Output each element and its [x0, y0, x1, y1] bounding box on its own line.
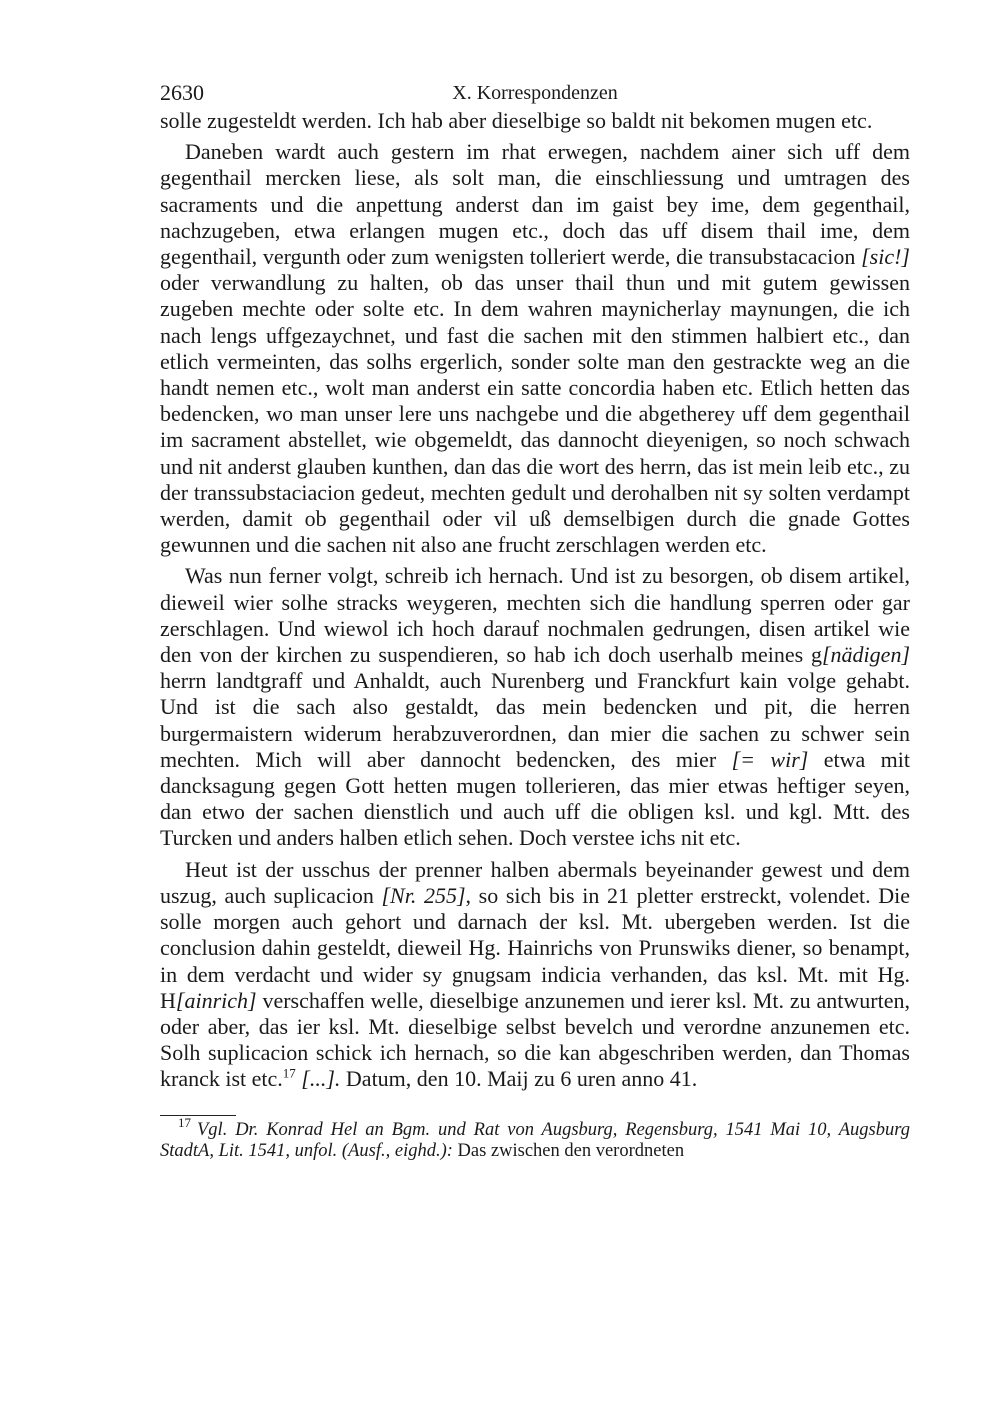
body-text [160, 108, 910, 1093]
editorial-note: [...]. [301, 1066, 341, 1092]
footnote-separator [160, 1115, 236, 1116]
text-run: Das zwischen den verordneten [452, 1140, 685, 1161]
text-run: herrn landtgraff und Anhaldt, auch Nurenberg und Franckfurt kain volge gehabt. Und ist die sach also gestaldt, das mein bedencken und pit, die herren burgermaistern widerum herabzuverordnen, dan mier die sachen zu schwer sein mechten. Mich will aber dannocht bedencken, des mier [160, 668, 910, 772]
text-run: oder verwandlung zu halten, ob das unser thail thun und mit gutem gewissen zugeben mechte oder solte etc. In dem wahren maynicherlay maynungen, die ich nach lengs uffgezaychnet, und fast die sachen mit den stimmen halbiert etc., dan etlich vermeinten, das solhs ergerlich, sonder solte man den gestrackte weg an die handt nemen etc., wolt man anderst ein satte concordia haben etc. Etlich hetten das bedencken, wo man unser lere uns nachgebe und die abgetherey uff dem gegenthail im sacrament abstellet, wie obgemeldt, das dannocht dieyenigen, so noch schwach und nit anderst glauben kunthen, dan das die wort des herrn, das ist mein leib etc., zu der transsubstaciacion gedeut, mechten gedult und derohalben nit sy solten verdampt werden, damit ob gegenthail oder vil uß demselbigen durch die gnade Gottes gewunnen und die sachen nit also ane frucht zerschlagen werden etc. [160, 270, 910, 558]
footnote-17 [160, 1115, 910, 1162]
text-run: solle zugesteldt werden. Ich hab aber dieselbige so baldt nit bekomen mugen etc. [160, 108, 873, 133]
footnote-ref: 17 [282, 1065, 296, 1081]
editorial-note: [ainrich] [175, 987, 257, 1013]
text-run: , so sich bis in 21 pletter erstreckt, volendet. Die solle morgen auch gehort und darnach der ksl. Mt. ubergeben werden. Ist die conclusion dahin gesteldt, dieweil Hg. Hainrichs von Prunswiks diener, so benampt, in dem verdacht und wider sy gnugsam indicia verhanden, das ksl. Mt. mit Hg. H [160, 882, 910, 1013]
running-head: X. Korrespondenzen [452, 82, 618, 104]
editorial-note: [= wir] [731, 746, 809, 772]
text-run: etwa mit dancksagung gegen Gott hetten mugen tollerieren, das mier etwas heftiger seyen, dan etwo der sachen dienstlich und auch uff die obligen ksl. und kgl. Mtt. des Turcken und anders halben etlich sehen. Doch verstee ichs nit etc. [160, 746, 910, 851]
paragraph-2 [160, 139, 910, 558]
editorial-note: [nädigen] [822, 642, 910, 668]
paragraph-4 [160, 857, 910, 1093]
text-run: verschaffen welle, dieselbige anzunemen und ierer ksl. Mt. zu antwurten, oder aber, das ier ksl. Mt. dieselbige selbst bevelch und verordne anzunemen etc. Solh suplicacion schick ich hernach, so die kan abgeschriben werden, dan Thomas kranck ist etc. [160, 987, 910, 1092]
text-run: Was nun ferner volgt, schreib ich hernach. Und ist zu besorgen, ob disem artikel, dieweil wier solhe stracks weygeren, mechten sich die handlung sperren oder gar zerschlagen. Und wiewol ich hoch darauf nochmalen gedrungen, disen artikel wie den von der kirchen zu suspendieren, so hab ich doch userhalb meines g [160, 563, 910, 668]
editorial-note: Vgl. Dr. Konrad Hel an Bgm. und Rat von Augsburg, Regensburg, 1541 Mai 10, Augsburg StadtA, Lit. 1541, unfol. (Ausf., eighd.): [160, 1119, 910, 1161]
text-run: Datum, den 10. Maij zu 6 uren anno 41. [340, 1066, 698, 1092]
paragraph-1 [160, 108, 910, 134]
editorial-note: [Nr. 255] [381, 882, 466, 908]
page-number: 2630 [160, 80, 204, 105]
editorial-note: [sic!] [861, 244, 910, 270]
footnote-number: 17 [178, 1115, 191, 1131]
page [160, 78, 910, 1162]
text-run: Heut ist der usschus der prenner halben abermals beyeinander gewest und dem uszug, auch suplicacion [160, 856, 910, 908]
paragraph-3 [160, 563, 910, 851]
text-run: Daneben wardt auch gestern im rhat erwegen, nachdem ainer sich uff dem gegenthail mercken liese, als solt man, die einschliessung und umtragen des sacraments und die anpettung anderst dan im gaist bey ime, dem gegenthail, nachzugeben, etwa erlangen mugen etc., doch das uff disem thail ime, dem gegenthail, vergunth oder zum wenigsten tolleriert werde, die transubstacacion [160, 139, 910, 270]
page-header [160, 78, 910, 108]
footnote-text [160, 1120, 910, 1161]
